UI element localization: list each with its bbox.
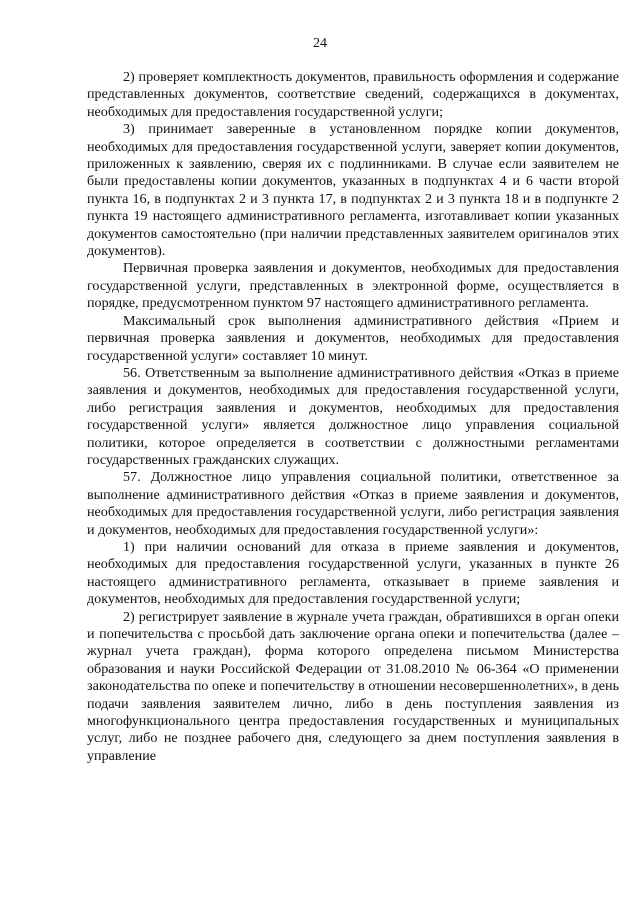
paragraph-57-item-1: 1) при наличии оснований для отказа в приеме заявления и документов, необходимых для предоставления государственной услуги, указанных в пункте 26 настоящего административного регламента, отказывает в приеме заявления и документов, необходимых для предоставления государственной услуги; xyxy=(87,538,619,608)
paragraph-item-2-check: 2) проверяет комплектность документов, правильность оформления и содержание представленных документов, соответствие сведений, содержащихся в документах, необходимых для предоставления государственной услуги; xyxy=(87,69,619,120)
paragraph-max-duration: Максимальный срок выполнения административного действия «Прием и первичная проверка заявления и документов, необходимых для предоставления государственной услуги» составляет 10 минут. xyxy=(87,312,619,364)
paragraph-57: 57. Должностное лицо управления социальной политики, ответственное за выполнение административного действия «Отказ в приеме заявления и документов, необходимых для предоставления государственной услуги, либо регистрация заявления и документов, необходимых для предоставления государственной услуги»: xyxy=(87,469,619,538)
paragraph-electronic-check: Первичная проверка заявления и документов, необходимых для предоставления государственной услуги, представленных в электронной форме, осуществляется в порядке, предусмотренном пунктом 97 настоящего административного регламента. xyxy=(87,260,619,312)
paragraph-56: 56. Ответственным за выполнение административного действия «Отказ в приеме заявления и документов, необходимых для предоставления государственной услуги, либо регистрация заявления и документов, необходимых для предоставления государственной услуги» является должностное лицо управления социальной политики, которое определяется в соответствии с должностными регламентами государственных гражданских служащих. xyxy=(87,364,619,468)
page-number: 24 xyxy=(313,36,327,51)
paragraph-item-3-copies: 3) принимает заверенные в установленном порядке копии документов, необходимых для предоставления государственной услуги, заверяет копии документов, приложенных к заявлению, сверяя их с подлинниками. В случае если заявителем не были предоставлены копии документов, указанных в подпунктах 4 и 6 части второй пункта 16, в подпунктах 2 и 3 пункта 17, в подпунктах 2 и 3 пункта 18 и в подпункте 2 пункта 19 настоящего административного регламента, изготавливает копии указанных документов самостоятельно (при наличии представленных заявителем оригиналов этих документов). xyxy=(87,121,619,260)
document-body xyxy=(87,69,619,765)
paragraph-57-item-2: 2) регистрирует заявление в журнале учета граждан, обратившихся в орган опеки и попечительства с просьбой дать заключение органа опеки и попечительства (далее – журнал учета граждан), форма которого определена письмом Министерства образования и науки Российской Федерации от 31.08.2010 № 06-364 «О применении законодательства по опеке и попечительству в отношении несовершеннолетних», в день подачи заявления заявителем лично, либо в день поступления заявления из многофункционального центра предоставления государственных и муниципальных услуг, либо не позднее рабочего дня, следующего за днем поступления заявления в управление xyxy=(87,608,619,764)
